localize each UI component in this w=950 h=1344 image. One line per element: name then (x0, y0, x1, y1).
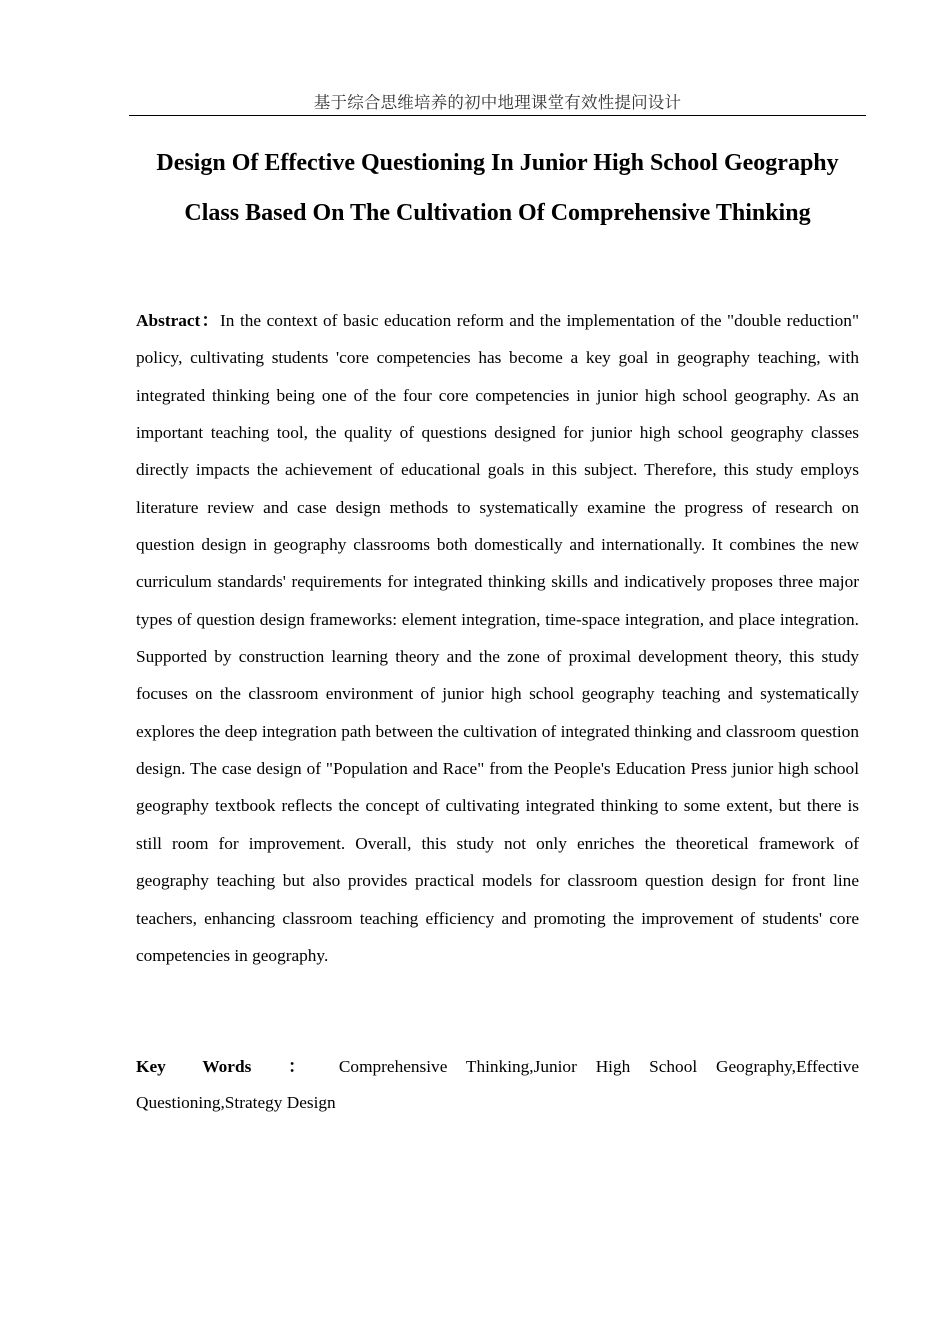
paper-title: Design Of Effective Questioning In Junior High School Geography Class Based On The Cultivation Of Comprehensive Thinking (156, 150, 839, 226)
keywords-paragraph (136, 1049, 859, 1121)
abstract-text: In the context of basic education reform and the implementation of the "double reduction" policy, cultivating students 'core competencies has become a key goal in geography teaching, with integrated thinking being one of the four core competencies in junior high school geography. As an important teaching tool, the quality of questions designed for junior high school geography classes directly impacts the achievement of educational goals in this subject. Therefore, this study employs literature review and case design methods to systematically examine the progress of research on question design in geography classrooms both domestically and internationally. It combines the new curriculum standards' requirements for integrated thinking skills and indicatively proposes three major types of question design frameworks: element integration, time-space integration, and place integration. Supported by construction learning theory and the zone of proximal development theory, this study focuses on the classroom environment of junior high school geography teaching and systematically explores the deep integration path between the cultivation of integrated thinking and classroom question design. The case design of "Population and Race" from the People's Education Press junior high school geography textbook reflects the concept of cultivating integrated thinking to some extent, but there is still room for improvement. Overall, this study not only enriches the theoretical framework of geography teaching but also provides practical models for classroom question design for front line teachers, enhancing classroom teaching efficiency and promoting the improvement of students' core competencies in geography. (136, 311, 860, 965)
keywords-text: Comprehensive Thinking,Junior High School Geography,Effective Questioning,Strategy Design (136, 1057, 860, 1112)
running-header: 基于综合思维培养的初中地理课堂有效性提问设计 (313, 93, 682, 112)
keywords-label: Key Words ： (136, 1057, 321, 1076)
abstract-paragraph (136, 302, 859, 974)
header-rule (129, 115, 866, 116)
abstract-label: Abstract： (136, 311, 221, 330)
